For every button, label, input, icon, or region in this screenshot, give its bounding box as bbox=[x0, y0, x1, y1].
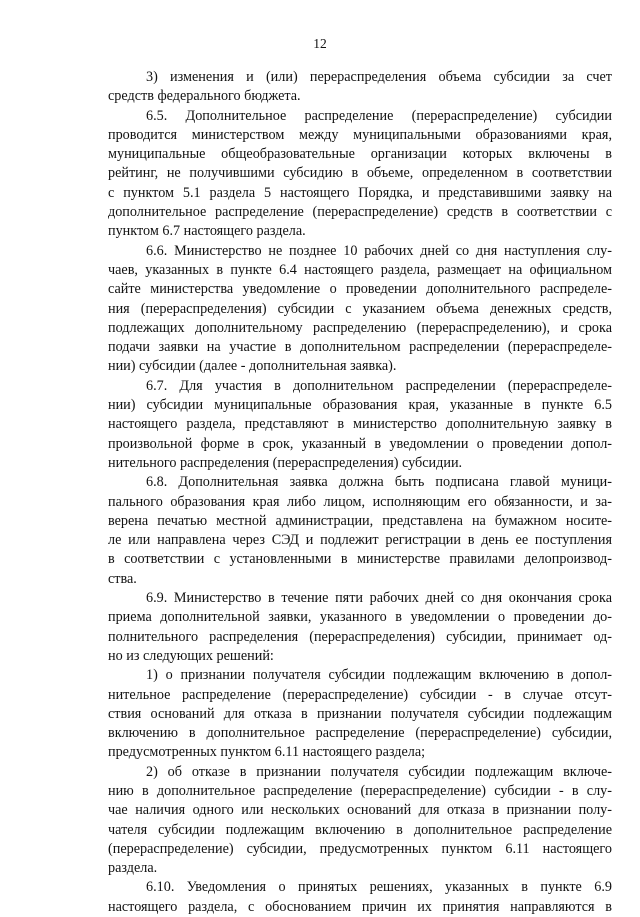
text-line: произвольной форме в срок, указанный в уведомлении о проведении допол- bbox=[108, 435, 612, 452]
text-line: нию в дополнительное распределение (перераспределение) субсидии - в слу- bbox=[108, 782, 612, 799]
text-line: настоящего раздела, представляют в министерство дополнительную заявку в bbox=[108, 416, 612, 433]
text-line: полнительного распределения (перераспределения) субсидии, принимает од- bbox=[108, 628, 612, 645]
text-line: настоящего раздела, с обоснованием причин их принятия направляются в bbox=[108, 898, 612, 915]
paragraph-3 bbox=[108, 68, 612, 107]
text-line: верена печатью местной администрации, представлена на бумажном носите- bbox=[108, 512, 612, 529]
paragraph-6-9 bbox=[108, 589, 612, 666]
text-line: нии) субсидии муниципальные образования края, указанные в пункте 6.5 bbox=[108, 397, 612, 414]
text-line: чателя субсидии подлежащим включению в дополнительное распределение bbox=[108, 821, 612, 838]
paragraph-6-5 bbox=[108, 107, 612, 242]
paragraph-6-6 bbox=[108, 242, 612, 377]
text-line: с пунктом 5.1 раздела 5 настоящего Порядка, и представившими заявку на bbox=[108, 184, 612, 201]
text-line: 6.9. Министерство в течение пяти рабочих дней со дня окончания срока bbox=[146, 590, 612, 607]
text-line: раздела. bbox=[108, 860, 158, 877]
text-line: 6.6. Министерство не позднее 10 рабочих дней со дня наступления слу- bbox=[146, 242, 612, 259]
paragraph-6-10 bbox=[108, 878, 612, 917]
text-line: подлежащих дополнительному распределению (перераспределению), и срока bbox=[108, 319, 612, 336]
text-line: 3) изменения и (или) перераспределения объема субсидии за счет bbox=[146, 69, 612, 85]
text-line: (перераспределение) субсидии, предусмотренных пунктом 6.11 настоящего bbox=[108, 840, 612, 857]
text-line: 6.7. Для участия в дополнительном распределении (перераспределе- bbox=[146, 377, 612, 394]
text-line: в соответствии с установленными в министерстве правилами делопроизвод- bbox=[108, 551, 612, 568]
paragraph-6-8 bbox=[108, 473, 612, 589]
text-line: ствия оснований для отказа в признании получателя субсидии подлежащим bbox=[108, 705, 612, 722]
text-line: ле или направлена через СЭД и подлежит регистрации в день ее поступления bbox=[108, 532, 612, 549]
text-line: ства. bbox=[108, 570, 137, 587]
text-line: нительного распределения (перераспределения) субсидии. bbox=[108, 454, 463, 471]
document-body bbox=[108, 68, 612, 917]
text-line: дополнительное распределение (перераспределение) средств в соответствии с bbox=[108, 204, 612, 221]
text-line: чаев, указанных в пункте 6.4 настоящего раздела, размещает на официальном bbox=[108, 261, 612, 278]
text-line: включению в дополнительное распределение (перераспределение) субсидии, bbox=[108, 725, 612, 742]
text-line: но из следующих решений: bbox=[108, 647, 274, 664]
text-line: 6.5. Дополнительное распределение (перераспределение) субсидии bbox=[146, 107, 612, 124]
paragraph-6-7 bbox=[108, 377, 612, 473]
text-line: предусмотренных пунктом 6.11 настоящего раздела; bbox=[108, 744, 426, 761]
text-line: пального образования края либо лицом, исполняющим его обязанности, и за- bbox=[108, 493, 612, 510]
paragraph-6-9-1 bbox=[108, 666, 612, 762]
text-line: ния (перераспределения) субсидии с указанием объема денежных средств, bbox=[108, 300, 612, 317]
text-line: 2) об отказе в признании получателя субсидии подлежащим включе- bbox=[146, 763, 612, 780]
text-line: средств федерального бюджета. bbox=[108, 88, 301, 105]
paragraph-6-9-2 bbox=[108, 763, 612, 879]
page-number: 12 bbox=[313, 36, 327, 51]
text-line: 6.8. Дополнительная заявка должна быть подписана главой муници- bbox=[146, 474, 612, 491]
text-line: рейтинг, не получившими субсидию в объеме, определенном в соответствии bbox=[108, 165, 612, 182]
text-line: приема дополнительной заявки, указанного в уведомлении о проведении до- bbox=[108, 609, 612, 626]
text-line: нительное распределение (перераспределение) субсидии - в случае отсут- bbox=[108, 686, 612, 703]
text-line: пунктом 6.7 настоящего раздела. bbox=[108, 223, 306, 240]
text-line: 6.10. Уведомления о принятых решениях, указанных в пункте 6.9 bbox=[146, 879, 612, 896]
text-line: сайте министерства уведомление о проведении дополнительного распределе- bbox=[108, 281, 612, 298]
text-line: подачи заявки на участие в дополнительном распределении (перераспределе- bbox=[108, 339, 612, 356]
text-line: муниципальные общеобразовательные организации которых включены в bbox=[108, 146, 612, 163]
text-line: чае наличия одного или нескольких оснований для отказа в признании полу- bbox=[108, 802, 612, 819]
text-line: 1) о признании получателя субсидии подлежащим включению в допол- bbox=[146, 667, 612, 684]
text-line: нии) субсидии (далее - дополнительная заявка). bbox=[108, 358, 397, 375]
text-line: проводится министерством между муниципальными образованиями края, bbox=[108, 126, 612, 143]
